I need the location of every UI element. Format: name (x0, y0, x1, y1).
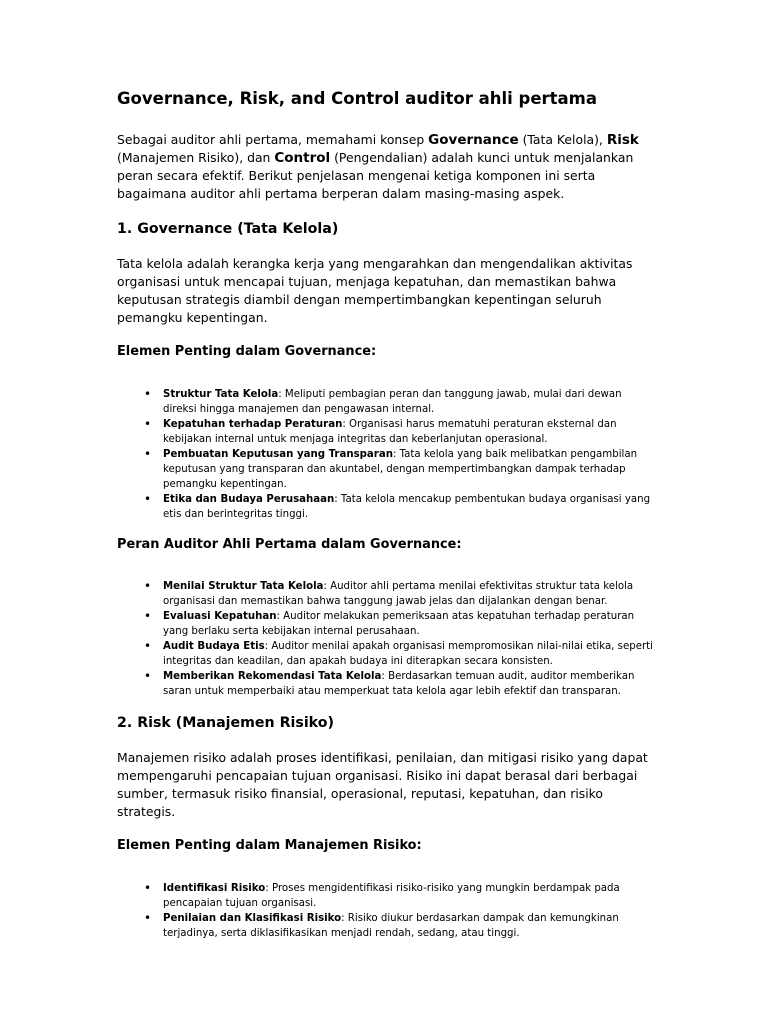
list-item (163, 881, 658, 911)
section-heading-risk: 2. Risk (Manajemen Risiko) (117, 715, 334, 732)
list-item-term: Evaluasi Kepatuhan (163, 611, 277, 623)
list-item-text: : Berdasarkan temuan audit, auditor memberikan saran untuk memperbaiki atau memperkuat tata kelola agar lebih efektif dan transparan. (163, 671, 635, 698)
list-item-text: : Auditor ahli pertama menilai efektivitas struktur tata kelola organisasi dan memastikan bahwa tanggung jawab jelas dan dijalankan dengan benar. (163, 581, 634, 608)
list-item-text: : Tata kelola mencakup pembentukan budaya organisasi yang etis dan berintegritas tinggi. (163, 493, 651, 520)
governance-elements-list (117, 376, 658, 522)
list-item-term: Etika dan Budaya Perusahaan (163, 493, 335, 505)
intro-text: (Manajemen Risiko), dan (117, 150, 275, 166)
list-item-term: Struktur Tata Kelola (163, 388, 279, 400)
list-item-text: : Organisasi harus mematuhi peraturan eksternal dan kebijakan internal untuk menjaga integritas dan keberlanjutan operasional. (163, 418, 617, 445)
governance-roles-list (117, 568, 658, 699)
intro-text: Sebagai auditor ahli pertama, memahami konsep (117, 132, 429, 148)
subheading-risk-elements: Elemen Penting dalam Manajemen Risiko: (117, 837, 422, 853)
risk-paragraph: Manajemen risiko adalah proses identifikasi, penilaian, dan mitigasi risiko yang dapat mempengaruhi pencapaian tujuan organisasi. Risiko ini dapat berasal dari berbagai sumber, termasuk risiko finansial, operasional, reputasi, kepatuhan, dan risiko strategis. (117, 749, 648, 819)
list-item (163, 447, 658, 492)
term-risk: Risk (606, 132, 639, 149)
list-item-term: Audit Budaya Etis (163, 641, 265, 653)
list-item-term: Identifikasi Risiko (163, 882, 266, 894)
intro-text: (Tata Kelola), (518, 132, 607, 148)
term-governance: Governance (428, 132, 519, 149)
section-heading-governance: 1. Governance (Tata Kelola) (117, 221, 339, 238)
subheading-governance-roles: Peran Auditor Ahli Pertama dalam Governance: (117, 536, 462, 552)
list-item (163, 639, 658, 669)
subheading-governance-elements: Elemen Penting dalam Governance: (117, 343, 377, 359)
list-item-term: Kepatuhan terhadap Peraturan (163, 418, 343, 430)
list-item (163, 669, 658, 699)
list-item-term: Pembuatan Keputusan yang Transparan (163, 448, 393, 460)
risk-elements-list (117, 870, 658, 941)
list-item (163, 492, 658, 522)
intro-text: (Pengendalian) adalah kunci untuk menjalankan peran secara efektif. Berikut penjelasan mengenai ketiga komponen ini serta bagaimana auditor ahli pertama berperan dalam masing-masing aspek. (117, 150, 634, 202)
list-item-text: : Proses mengidentifikasi risiko-risiko yang mungkin berdampak pada pencapaian tujuan organisasi. (163, 882, 620, 909)
term-control: Control (274, 150, 331, 167)
intro-paragraph (117, 131, 658, 203)
document-title: Governance, Risk, and Control auditor ahli pertama (117, 89, 598, 108)
list-item-text: : Auditor melakukan pemeriksaan atas kepatuhan terhadap peraturan yang berlaku serta kebijakan internal perusahaan. (163, 611, 635, 638)
list-item (163, 417, 658, 447)
list-item-term: Memberikan Rekomendasi Tata Kelola (163, 671, 382, 683)
governance-paragraph: Tata kelola adalah kerangka kerja yang mengarahkan dan mengendalikan aktivitas organisasi untuk mencapai tujuan, menjaga kepatuhan, dan memastikan bahwa keputusan strategis diambil dengan mempertimbangkan kepentingan seluruh pemangku kepentingan. (117, 255, 633, 325)
list-item-text: : Risiko diukur berdasarkan dampak dan kemungkinan terjadinya, serta diklasifikasikan menjadi rendah, sedang, atau tinggi. (163, 912, 619, 939)
list-item (163, 387, 658, 417)
list-item-text: : Auditor menilai apakah organisasi mempromosikan nilai-nilai etika, seperti integritas dan keadilan, dan apakah budaya ini diterapkan secara konsisten. (163, 641, 653, 668)
list-item (163, 609, 658, 639)
list-item (163, 579, 658, 609)
list-item-text: : Meliputi pembagian peran dan tanggung jawab, mulai dari dewan direksi hingga manajemen dan pengawasan internal. (163, 388, 622, 415)
list-item-text: : Tata kelola yang baik melibatkan pengambilan keputusan yang transparan dan akuntabel, dengan mempertimbangkan dampak terhadap pemangku kepentingan. (163, 448, 638, 490)
list-item (163, 911, 658, 941)
list-item-term: Penilaian dan Klasifikasi Risiko (163, 912, 342, 924)
list-item-term: Menilai Struktur Tata Kelola (163, 581, 324, 593)
